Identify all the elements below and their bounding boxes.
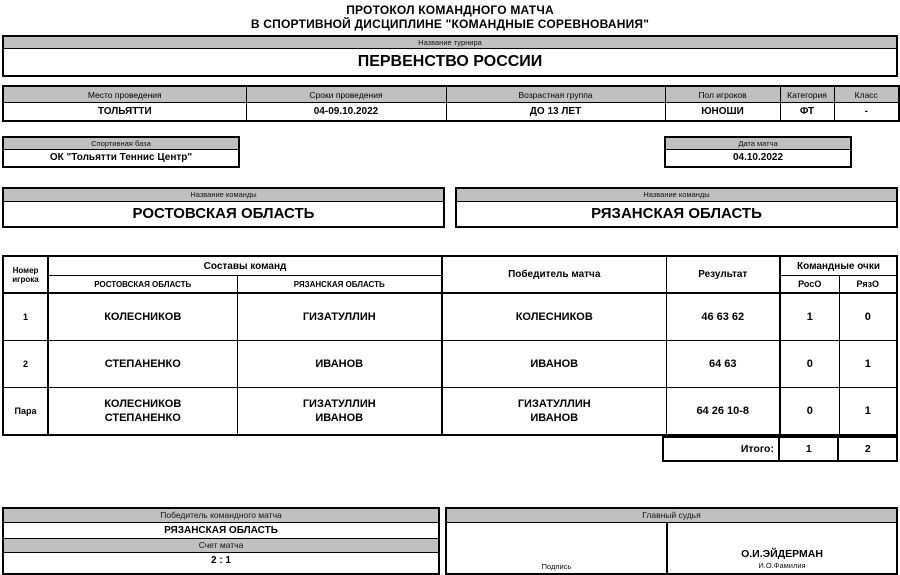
match-date-label: Дата матча <box>666 138 850 150</box>
header-place: Место проведения <box>3 86 246 103</box>
signature-cell <box>447 523 668 573</box>
tournament-name: ПЕРВЕНСТВО РОССИИ <box>357 53 543 70</box>
header-team-points: Командные очки <box>780 256 897 276</box>
signature-hint: Подпись <box>541 562 572 571</box>
referee-name-cell <box>668 523 896 573</box>
header-match-winner: Победитель матча <box>442 256 666 293</box>
row1-team2-player: ГИЗАТУЛЛИН <box>237 293 442 341</box>
row2-number: 2 <box>3 341 48 388</box>
row3-winner-b: ИВАНОВ <box>530 412 579 424</box>
match-row-1 <box>3 293 897 341</box>
venue-label: Спортивная база <box>4 138 238 150</box>
match-date-value: 04.10.2022 <box>732 152 784 163</box>
row3-winner <box>442 388 666 436</box>
referee-box <box>445 507 898 575</box>
team1-label: Название команды <box>4 189 443 202</box>
referee-label: Главный судья <box>447 509 896 523</box>
team2-box <box>455 187 898 228</box>
total-points-team2: 2 <box>838 437 897 461</box>
row2-points-team2: 1 <box>839 341 897 388</box>
team2-label: Название команды <box>457 189 896 202</box>
row2-result: 64 63 <box>666 341 780 388</box>
header-player-number-line1: Номер <box>12 265 39 275</box>
row1-points-team2: 0 <box>839 293 897 341</box>
header-class: Класс <box>834 86 899 103</box>
match-winner-label: Победитель командного матча <box>4 509 438 523</box>
header-team1-column: РОСТОВСКАЯ ОБЛАСТЬ <box>48 276 237 294</box>
header-team2-column: РЯЗАНСКАЯ ОБЛАСТЬ <box>237 276 442 294</box>
row2-team2-player: ИВАНОВ <box>237 341 442 388</box>
row3-team1-player-b: СТЕПАНЕНКО <box>104 412 181 424</box>
row1-team1-player: КОЛЕСНИКОВ <box>48 293 237 341</box>
event-info-value-row <box>3 103 899 122</box>
value-dates: 04-09.10.2022 <box>246 103 446 122</box>
row3-team2-player-b: ИВАНОВ <box>315 412 364 424</box>
match-score-value: 2 : 1 <box>210 555 231 566</box>
event-info-table <box>2 85 900 122</box>
referee-name: О.И.ЭЙДЕРМАН <box>741 548 823 560</box>
header-result: Результат <box>666 256 780 293</box>
team1-box <box>2 187 445 228</box>
title-line-2: В СПОРТИВНОЙ ДИСЦИПЛИНЕ "КОМАНДНЫЕ СОРЕВНОВАНИЯ" <box>250 17 650 31</box>
row2-team1-player: СТЕПАНЕНКО <box>48 341 237 388</box>
header-player-number <box>3 256 48 293</box>
value-gender: ЮНОШИ <box>665 103 780 122</box>
team2-name: РЯЗАНСКАЯ ОБЛАСТЬ <box>591 205 762 222</box>
header-points-team2: РязО <box>839 276 897 294</box>
row3-number: Пара <box>3 388 48 436</box>
tournament-label: Название турнира <box>4 37 896 49</box>
row3-winner-a: ГИЗАТУЛЛИН <box>517 398 591 410</box>
row3-points-team1: 0 <box>780 388 839 436</box>
row1-number: 1 <box>3 293 48 341</box>
match-row-doubles <box>3 388 897 436</box>
event-info-header-row <box>3 86 899 103</box>
title-line-1: ПРОТОКОЛ КОМАНДНОГО МАТЧА <box>346 3 554 17</box>
document-title <box>2 0 898 31</box>
referee-name-hint: И.О.Фамилия <box>758 561 806 570</box>
match-date-box <box>664 136 852 168</box>
match-results-table <box>2 255 898 436</box>
row3-team2-player-a: ГИЗАТУЛЛИН <box>302 398 376 410</box>
value-category: ФТ <box>780 103 834 122</box>
value-class: - <box>834 103 899 122</box>
row3-team1-player-a: КОЛЕСНИКОВ <box>104 398 182 410</box>
total-row <box>663 437 897 461</box>
team-names-row <box>2 187 898 228</box>
venue-date-row <box>2 136 898 168</box>
total-points-table <box>662 436 898 462</box>
row3-team2-players <box>237 388 442 436</box>
match-winner-box <box>2 507 440 575</box>
match-table-header-row-1 <box>3 256 897 276</box>
match-winner-value: РЯЗАНСКАЯ ОБЛАСТЬ <box>4 523 438 539</box>
total-points-team1: 1 <box>779 437 839 461</box>
row1-result: 46 63 62 <box>666 293 780 341</box>
row3-points-team2: 1 <box>839 388 897 436</box>
row1-points-team1: 1 <box>780 293 839 341</box>
header-gender: Пол игроков <box>665 86 780 103</box>
row2-points-team1: 0 <box>780 341 839 388</box>
venue-value: ОК "Тольятти Теннис Центр" <box>49 152 193 163</box>
row2-winner: ИВАНОВ <box>442 341 666 388</box>
row3-result: 64 26 10-8 <box>666 388 780 436</box>
tournament-box <box>2 35 898 77</box>
venue-box <box>2 136 240 168</box>
value-age-group: ДО 13 ЛЕТ <box>446 103 665 122</box>
referee-signature-row <box>447 523 896 573</box>
header-points-team1: РосО <box>780 276 839 294</box>
total-label: Итого: <box>663 437 779 461</box>
footer-section <box>2 507 898 575</box>
header-player-number-line2: игрока <box>12 274 39 284</box>
team1-name: РОСТОВСКАЯ ОБЛАСТЬ <box>132 205 315 222</box>
value-place: ТОЛЬЯТТИ <box>3 103 246 122</box>
header-category: Категория <box>780 86 834 103</box>
header-lineups: Составы команд <box>48 256 442 276</box>
row3-team1-players <box>48 388 237 436</box>
match-row-2 <box>3 341 897 388</box>
header-age-group: Возрастная группа <box>446 86 665 103</box>
row1-winner: КОЛЕСНИКОВ <box>442 293 666 341</box>
match-score-label: Счет матча <box>4 539 438 553</box>
header-dates: Сроки проведения <box>246 86 446 103</box>
